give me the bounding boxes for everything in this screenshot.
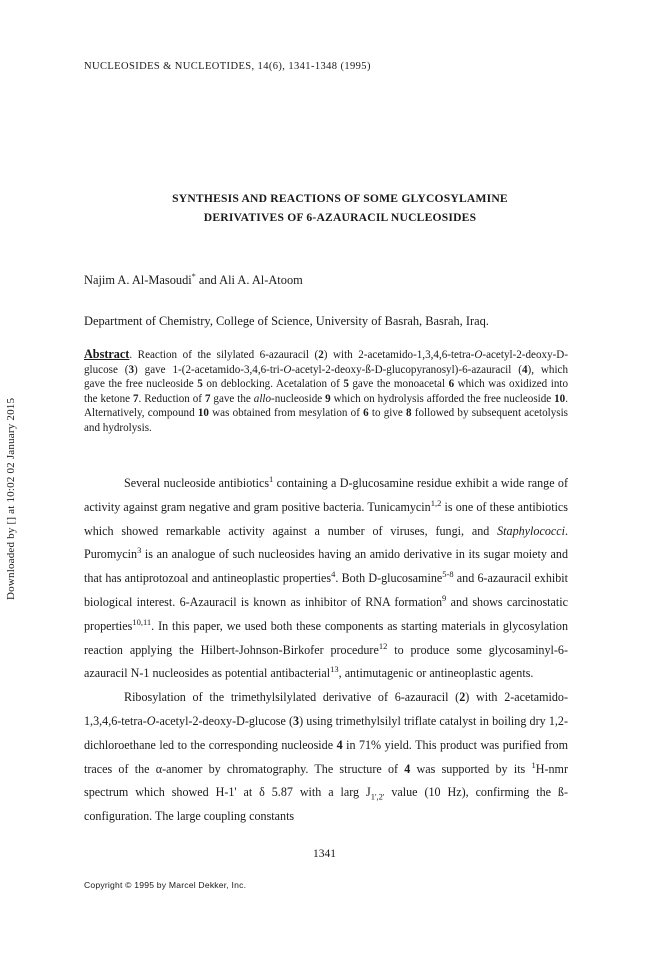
abstract-text: to give xyxy=(368,407,407,420)
paragraph-text: H-nmr spectrum which showed H-1' at δ 5.87 with a larg J xyxy=(84,761,568,800)
affiliation: Department of Chemistry, College of Science, University of Basrah, Basrah, Iraq. xyxy=(84,314,489,328)
abstract-text: gave the xyxy=(210,392,254,405)
paragraph-1 xyxy=(84,472,568,686)
abstract-text: -acetyl-2-deoxy-D-glucose ( xyxy=(84,349,569,376)
citation: 10,11 xyxy=(132,616,152,627)
paragraph-text: -acetyl-2-deoxy-D-glucose ( xyxy=(155,713,294,728)
article-title-line-1: SYNTHESIS AND REACTIONS OF SOME GLYCOSYLAMINE xyxy=(172,192,508,205)
compound-ref: 2 xyxy=(459,690,466,705)
compound-ref: 5 xyxy=(343,378,349,391)
abstract-text: which on hydrolysis afforded the free nucleoside xyxy=(330,392,555,405)
paragraph-text: is one of these antibiotics which showed remarkable activity against a number of viruses, fungi, and xyxy=(84,499,568,538)
paragraph-text: ) with 2-acetamido-1,3,4,6-tetra- xyxy=(84,690,568,728)
citation: 13 xyxy=(330,664,339,675)
paragraph-text: is an analogue of such nucleosides having an amido derivative in its sugar moiety and that has antiprotozoal and antineoplastic properties xyxy=(84,547,568,586)
abstract-text: -acetyl-2-deoxy-ß-D-glucopyranosyl)-6-azauracil ( xyxy=(291,363,522,376)
compound-ref: 6 xyxy=(448,378,455,391)
compound-ref: 7 xyxy=(132,392,139,405)
compound-ref: 3 xyxy=(128,363,135,376)
citation: 1 xyxy=(269,473,274,484)
compound-ref: 4 xyxy=(404,761,411,776)
compound-ref: 8 xyxy=(406,407,412,420)
abstract-text: ), which gave the free nucleoside xyxy=(84,363,568,391)
paragraph-text: containing a D-glucosamine residue exhibit a wide range of activity against gram negative and gram positive bacteria. Tunicamycin xyxy=(84,476,568,514)
paragraph-text: value (10 Hz), confirming the ß-configuration. The large coupling constants xyxy=(84,785,568,824)
italic-allo: allo xyxy=(253,392,272,405)
paragraph-2 xyxy=(84,686,568,829)
body-text xyxy=(84,472,568,829)
abstract-text: which was oxidized into the ketone xyxy=(84,378,568,405)
compound-ref: 6 xyxy=(363,407,369,420)
italic-o: O xyxy=(474,349,483,361)
paragraph-text: , antimutagenic or antineoplastic agents. xyxy=(338,666,534,681)
paragraph-text: was supported by its xyxy=(410,761,532,776)
italic-o: O xyxy=(283,363,292,376)
paragraph-text: and 6-azauracil exhibit biological interest. 6-Azauracil is known as inhibitor of RNA formation xyxy=(84,571,568,609)
abstract-text: on deblocking. Acetalation of xyxy=(202,378,344,391)
abstract-label: Abstract xyxy=(84,347,130,361)
author-1: Najim A. Al-Masoudi xyxy=(84,273,192,288)
copyright-line: Copyright © 1995 by Marcel Dekker, Inc. xyxy=(84,880,247,890)
paragraph-text: ) using trimethylsilyl triflate catalyst in boiling dry 1,2-dichloroethane led to the corresponding nucleoside xyxy=(84,713,568,752)
abstract-text: . Reduction of xyxy=(138,392,205,405)
abstract-text: was obtained from mesylation of xyxy=(208,407,364,420)
citation: 9 xyxy=(442,592,447,603)
italic-o: O xyxy=(146,713,156,728)
abstract xyxy=(84,347,568,436)
isotope-superscript: 1 xyxy=(531,759,536,770)
abstract-text: gave the monoacetal xyxy=(348,378,449,391)
abstract-text: -nucleoside xyxy=(271,392,326,405)
abstract-text: . Alternatively, compound xyxy=(84,392,568,420)
author-list xyxy=(84,272,303,288)
coupling-subscript: 1',2' xyxy=(370,791,385,802)
citation: 3 xyxy=(137,545,142,556)
compound-ref: 4 xyxy=(521,363,528,376)
citation: 12 xyxy=(378,640,388,651)
compound-ref: 4 xyxy=(336,737,343,752)
corresponding-author-mark: * xyxy=(191,272,196,281)
page-number: 1341 xyxy=(313,848,336,860)
download-watermark: Downloaded by [] at 10:02 02 January 2015 xyxy=(5,397,17,600)
paragraph-text: and shows carcinostatic properties xyxy=(84,594,568,633)
paragraph-text: . In this paper, we used both these components as starting materials in glycosylation reaction applying the Hilbert-Johnson-Birkofer procedure xyxy=(84,618,568,657)
abstract-text: ) with 2-acetamido-1,3,4,6-tetra- xyxy=(323,349,475,361)
compound-ref: 10 xyxy=(554,392,566,405)
compound-ref: 5 xyxy=(197,378,203,391)
abstract-text: ) gave 1-(2-acetamido-3,4,6-tri- xyxy=(134,363,284,376)
paragraph-text: Ribosylation of the trimethylsilylated derivative of 6-azauracil ( xyxy=(124,690,460,705)
article-title-line-2: DERIVATIVES OF 6-AZAURACIL NUCLEOSIDES xyxy=(203,211,477,224)
paragraph-text: . Puromycin xyxy=(84,523,568,562)
compound-ref: 3 xyxy=(293,713,300,728)
journal-header: NUCLEOSIDES & NUCLEOTIDES, 14(6), 1341-1348 (1995) xyxy=(84,61,371,72)
paragraph-text: to produce some glycosaminyl-6-azauracil N-1 nucleosides as potential antibacterial xyxy=(84,642,568,681)
citation: 1,2 xyxy=(430,497,442,508)
citation: 5-8 xyxy=(442,569,454,580)
abstract-text: . Reaction of the silylated 6-azauracil ( xyxy=(129,349,319,361)
author-2: and Ali A. Al-Atoom xyxy=(195,273,303,288)
compound-ref: 2 xyxy=(318,349,324,361)
abstract-text: followed by subsequent acetolysis and hydrolysis. xyxy=(84,407,568,434)
citation: 4 xyxy=(331,569,336,580)
paragraph-text: . Both D-glucosamine xyxy=(335,571,443,586)
paragraph-text: in 71% yield. This product was purified from traces of the α-anomer by chromatography. The structure of xyxy=(84,737,568,776)
compound-ref: 9 xyxy=(325,392,331,405)
compound-ref: 7 xyxy=(204,392,211,405)
paragraph-text: Several nucleoside antibiotics xyxy=(124,476,270,490)
italic-species: Staphylococci xyxy=(497,523,565,538)
compound-ref: 10 xyxy=(197,407,209,420)
